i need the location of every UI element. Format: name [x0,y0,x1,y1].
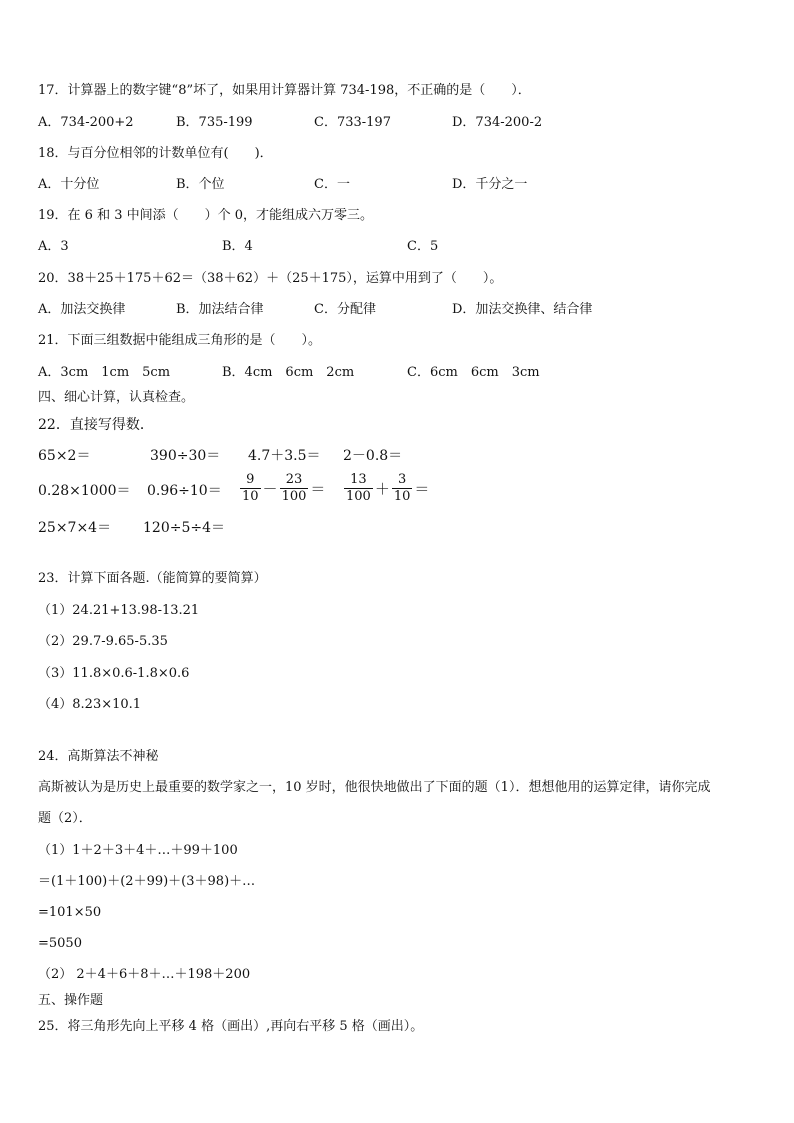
q18-option-c[interactable]: C．一 [314,177,350,192]
q20-option-b[interactable]: B．加法结合律 [176,302,264,317]
question-24-stem: 24．高斯算法不神秘 [38,749,159,764]
q24-line-1: （1）1＋2＋3＋4＋…＋99＋100 [38,843,238,858]
q24-line-2: ＝(1＋100)＋(2＋99)＋(3＋98)＋… [38,874,256,889]
fraction-9-10 [240,472,261,505]
oral-calc-3: 4.7＋3.5＝ [248,448,321,464]
frac1-numerator-a: 9 [240,472,261,489]
oral-calc-1: 65×2＝ [38,448,91,464]
question-25-stem: 25．将三角形先向上平移 4 格（画出）,再向右平移 5 格（画出）。 [38,1019,424,1034]
q23-item-1: （1）24.21+13.98-13.21 [38,603,200,618]
oral-calc-8: 120÷5÷4＝ [143,520,225,536]
q23-item-2: （2）29.7-9.65-5.35 [38,634,168,649]
q17-option-a[interactable]: A．734-200+2 [38,115,134,130]
q24-line-5: （2） 2＋4＋6＋8＋…＋198＋200 [38,967,251,982]
q24-line-4: =5050 [38,936,82,951]
section-4-heading: 四、细心计算，认真检查。 [38,390,195,405]
q20-option-c[interactable]: C．分配律 [314,302,376,317]
q18-option-b[interactable]: B．个位 [176,177,225,192]
fraction-13-100 [344,472,373,505]
frac1-denominator-b: 100 [281,489,307,504]
question-17-stem: 17．计算器上的数字键“8”坏了，如果用计算器计算 734-198，不正确的是（ ）． [38,83,531,98]
question-18-stem: 18．与百分位相邻的计数单位有( )． [38,146,273,161]
q17-option-d[interactable]: D．734-200-2 [452,115,543,130]
oral-calc-2: 390÷30＝ [150,448,221,464]
q23-item-3: （3）11.8×0.6-1.8×0.6 [38,666,190,681]
fraction-expression-1 [240,472,327,505]
frac2-equals: ＝ [414,480,430,498]
question-20-stem: 20．38＋25＋175＋62＝（38＋62）＋（25＋175），运算中用到了（ ）。 [38,271,503,286]
fraction-23-100 [280,472,309,505]
q17-option-c[interactable]: C．733-197 [314,115,391,130]
q19-option-b[interactable]: B．4 [222,239,253,254]
fraction-expression-2 [344,472,431,505]
fraction-3-10 [392,472,413,505]
question-22-stem: 22．直接写得数． [38,417,154,433]
question-23-stem: 23．计算下面各题.（能简算的要简算） [38,571,267,586]
oral-calc-4: 2－0.8＝ [343,448,403,464]
q23-item-4: （4）8.23×10.1 [38,697,142,712]
q20-option-a[interactable]: A．加法交换律 [38,302,126,317]
q19-option-a[interactable]: A．3 [38,239,69,254]
q24-paragraph-line-1: 高斯被认为是历史上最重要的数学家之一，10 岁时，他很快地做出了下面的题（1）．想想他用的运算定律，请你完成 [38,780,711,795]
q21-option-a[interactable]: A．3cm 1cm 5cm [38,365,171,380]
q21-option-c[interactable]: C．6cm 6cm 3cm [407,365,540,380]
frac1-equals: ＝ [310,480,326,498]
frac1-denominator-a: 10 [242,489,259,504]
frac1-numerator-b: 23 [280,472,309,489]
oral-calc-6: 0.96÷10＝ [147,483,222,499]
frac2-numerator-b: 3 [392,472,413,489]
oral-calc-5: 0.28×1000＝ [38,483,131,499]
q20-option-d[interactable]: D．加法交换律、结合律 [452,302,593,317]
q24-line-3: =101×50 [38,905,102,920]
question-19-stem: 19．在 6 和 3 中间添（ ）个 0，才能组成六万零三。 [38,208,374,223]
q18-option-a[interactable]: A．十分位 [38,177,100,192]
q19-option-c[interactable]: C．5 [407,239,439,254]
q17-option-b[interactable]: B．735-199 [176,115,253,130]
frac1-operator: － [262,480,278,498]
frac2-operator: ＋ [374,480,390,498]
frac2-denominator-b: 10 [393,489,411,504]
question-21-stem: 21．下面三组数据中能组成三角形的是（ ）。 [38,333,322,348]
section-5-heading: 五、操作题 [38,993,104,1008]
frac2-denominator-a: 100 [346,489,371,504]
q21-option-b[interactable]: B．4cm 6cm 2cm [222,365,355,380]
q24-paragraph-line-2: 题（2）． [38,811,92,826]
q18-option-d[interactable]: D．千分之一 [452,177,528,192]
frac2-numerator-a: 13 [344,472,373,489]
oral-calc-7: 25×7×4＝ [38,520,112,536]
